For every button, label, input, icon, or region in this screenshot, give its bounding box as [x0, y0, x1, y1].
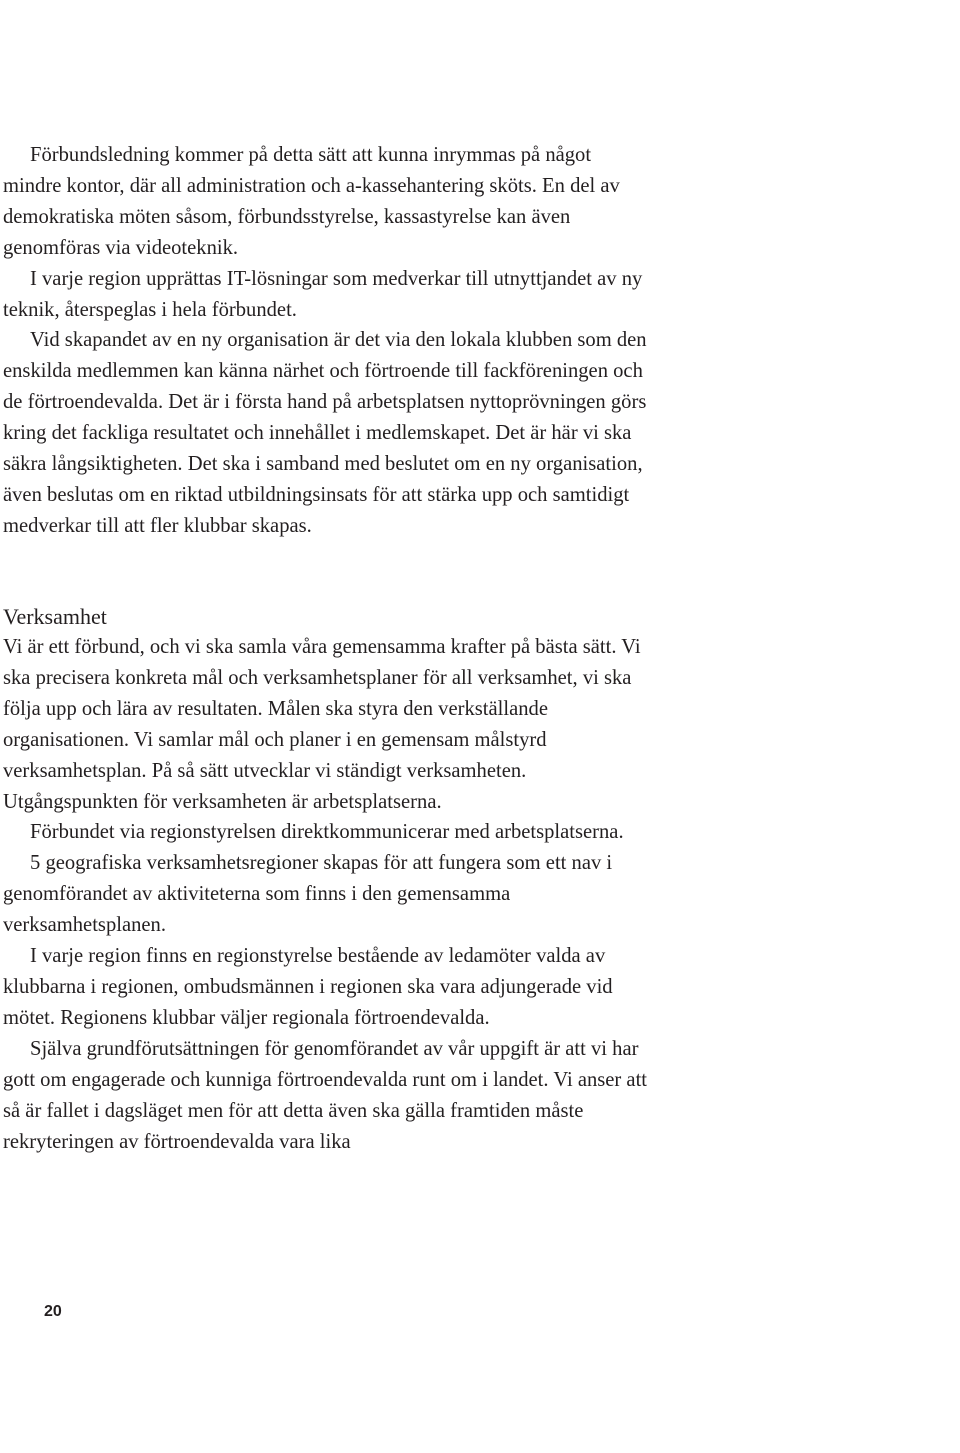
paragraph: 5 geografiska verksamhetsregioner skapas för att fungera som ett nav i genomförandet av aktiviteterna som finns i den gemensamma verksamhetsplanen.	[3, 852, 613, 937]
paragraph: Förbundsledning kommer på detta sätt att kunna inrymmas på något mindre kontor, där all administration och a-kassehantering sköts. En del av demokratiska möten såsom, förbundsstyrelse, kassastyrelse kan även genomföras via videoteknik.	[3, 144, 620, 259]
paragraph: I varje region upprättas IT-lösningar som medverkar till utnyttjandet av ny teknik, återspeglas i hela förbundet.	[3, 267, 643, 321]
paragraph: I varje region finns en regionstyrelse bestående av ledamöter valda av klubbarna i regionen, ombudsmännen i regionen ska vara adjungerade vid mötet. Regionens klubbar väljer regionala förtroendevalda.	[3, 945, 613, 1029]
paragraph: Vid skapandet av en ny organisation är det via den lokala klubben som den enskilda medlemmen kan känna närhet och förtroende till fackföreningen och de förtroendevalda. Det är i första hand på arbetsplatsen nyttoprövningen görs kring det fackliga resultatet och innehållet i medlemskapet. Det är här vi ska säkra långsiktigheten. Det ska i samband med beslutet om en ny organisation, även beslutas om en riktad utbildningsinsats för att stärka upp och samtidigt medverkar till att fler klubbar skapas.	[3, 329, 647, 537]
page-number: 20	[44, 1303, 62, 1320]
paragraph: Själva grundförutsättningen för genomförandet av vår uppgift är att vi har gott om engagerade och kunniga förtroendevalda runt om i landet. Vi anser att så är fallet i dagsläget men för att detta även ska gälla framtiden måste rekryteringen av förtroendevalda vara lika	[3, 1037, 648, 1153]
paragraph: Förbundet via regionstyrelsen direktkommunicerar med arbetsplatserna.	[30, 821, 624, 844]
paragraph: Vi är ett förbund, och vi ska samla våra gemensamma krafter på bästa sätt. Vi ska precisera konkreta mål och verksamhetsplaner för all verksamhet, vi ska följa upp och lära av resultaten. Målen ska styra den verkställande organisationen. Vi samlar mål och planer i en gemensam målstyrd verksamhetsplan. På så sätt utvecklar vi ständigt verksamheten. Utgångspunkten för verksamheten är arbetsplatserna.	[3, 636, 641, 813]
body-text-section-1	[3, 140, 653, 542]
section-heading: Verksamhet	[3, 604, 107, 629]
body-text-section-2	[3, 632, 653, 1157]
